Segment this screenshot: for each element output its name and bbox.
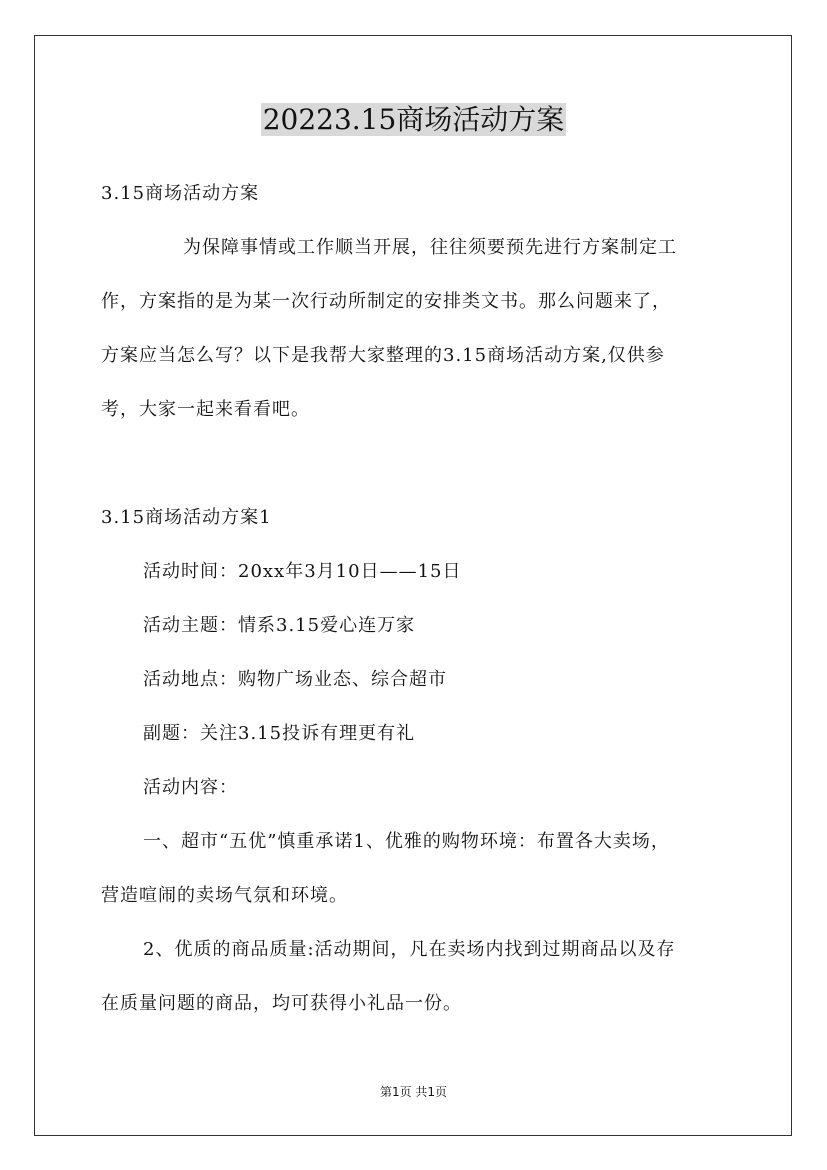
document-title-text: 20223.15商场活动方案 [262,103,565,136]
section-heading: 3.15商场活动方案1 [101,507,272,528]
document-subtitle: 3.15商场活动方案 [101,183,260,204]
item-activity-theme: 活动主题：情系3.15爱心连万家 [143,615,416,636]
paragraph-line-3: 2、优质的商品质量:活动期间，凡在卖场内找到过期商品以及存 [143,939,676,960]
intro-line-3: 方案应当怎么写？以下是我帮大家整理的3.15商场活动方案,仅供参 [101,345,665,366]
intro-line-4: 考，大家一起来看看吧。 [101,399,310,420]
item-activity-time: 活动时间：20xx年3月10日——15日 [143,561,462,582]
intro-line-2: 作，方案指的是为某一次行动所制定的安排类文书。那么问题来了， [101,291,671,312]
item-activity-content: 活动内容： [143,777,238,798]
page-footer: 第1页 共1页 [379,1085,448,1099]
paragraph-line-4: 在质量问题的商品，均可获得小礼品一份。 [101,993,462,1014]
paragraph-line-2: 营造喧闹的卖场气氛和环境。 [101,885,348,906]
document-title [0,100,827,140]
item-subtitle: 副题：关注3.15投诉有理更有礼 [143,723,416,744]
item-activity-location: 活动地点：购物广场业态、综合超市 [143,669,447,690]
paragraph-line-1: 一、超市“五优”慎重承诺1、优雅的购物环境：布置各大卖场， [143,831,670,852]
intro-line-1: 为保障事情或工作顺当开展，往往须要预先进行方案制定工 [183,237,677,258]
